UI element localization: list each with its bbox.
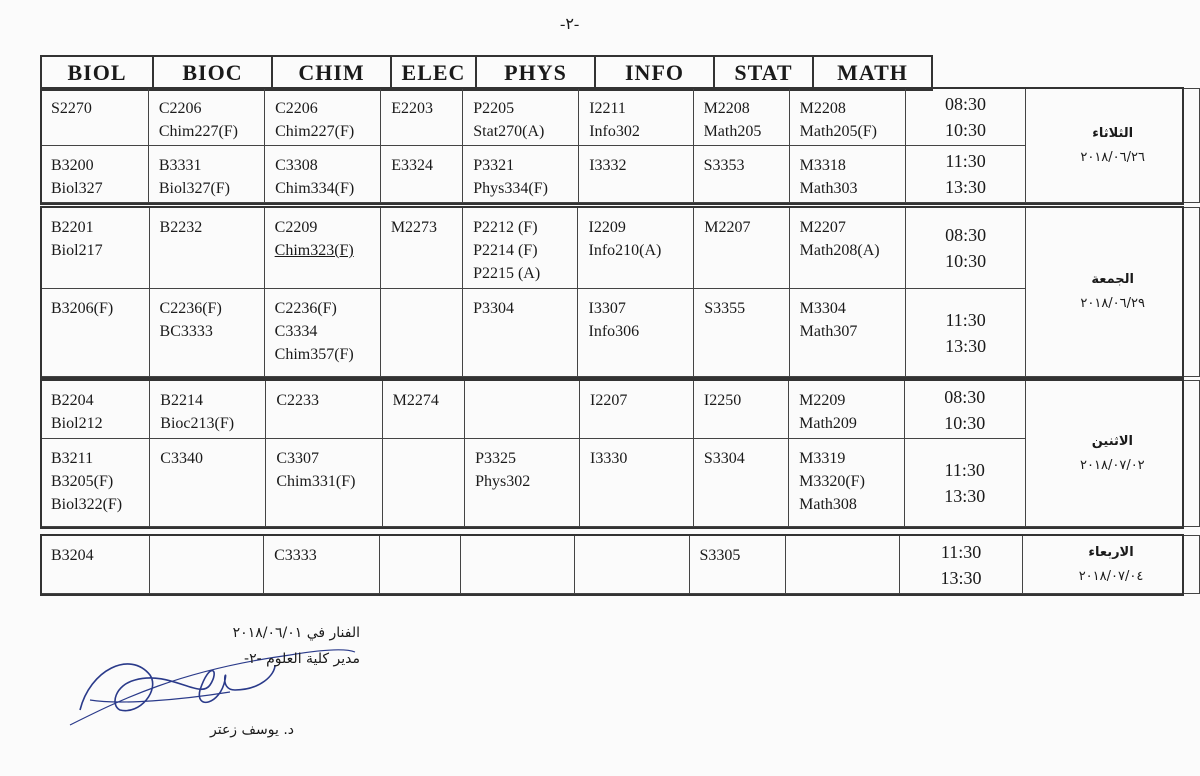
course-cell [694, 208, 789, 289]
course-cell [789, 146, 905, 203]
day-cell [1026, 89, 1200, 203]
time-slot [905, 146, 1026, 203]
course-cell [463, 289, 578, 377]
course-cell [463, 89, 579, 146]
course-code: BC3333 [159, 323, 213, 340]
day-date: ٢٠١٨/٠٦/٢٩ [1080, 296, 1145, 311]
column-header-bioc: BIOC [153, 56, 272, 90]
course-cell [689, 536, 785, 594]
course-cell [789, 208, 905, 289]
course-cell [465, 439, 580, 527]
course-code: B3205(F) [51, 473, 114, 490]
course-code: Chim334(F) [275, 180, 355, 197]
course-code: Stat270(A) [473, 123, 545, 140]
course-code: Phys302 [475, 473, 531, 490]
course-cell [41, 289, 150, 377]
course-code: I2250 [703, 392, 742, 409]
end-time: 10:30 [945, 251, 987, 271]
course-cell [41, 89, 149, 146]
course-code: M2207 [704, 219, 751, 236]
course-code: Phys334(F) [473, 180, 548, 197]
course-cell [264, 208, 380, 289]
course-cell [575, 536, 689, 594]
column-header-biol: BIOL [41, 56, 153, 90]
course-code: I3307 [588, 300, 626, 317]
course-code: C2209 [274, 219, 318, 236]
course-code: Math205(F) [799, 123, 877, 140]
day-block [40, 207, 1200, 377]
course-code: Math303 [799, 180, 858, 197]
place-date-line: الفنار في ٢٠١٨/٠٦/٠١ [232, 625, 360, 641]
course-code: M2209 [799, 392, 846, 409]
day-block [40, 88, 1200, 203]
time-slot [905, 208, 1026, 289]
day-name: الاثنين [1091, 433, 1134, 449]
course-cell [41, 536, 150, 594]
time-slot [904, 381, 1025, 439]
day-block [40, 535, 1200, 594]
course-code: I3332 [589, 157, 627, 174]
course-cell [578, 208, 694, 289]
start-time: 08:30 [945, 94, 987, 114]
signature-block [80, 625, 360, 677]
course-code: Info210(A) [588, 242, 662, 259]
course-code: B2201 [51, 219, 94, 236]
course-code: P3304 [473, 300, 514, 317]
course-cell [150, 381, 266, 439]
course-code: E3324 [391, 157, 434, 174]
course-code: I3330 [589, 450, 628, 467]
schedule-row [41, 381, 1200, 439]
course-code: Chim357(F) [274, 346, 354, 363]
end-time: 13:30 [945, 335, 987, 356]
start-time: 11:30 [945, 151, 986, 171]
course-code: M2208 [799, 100, 846, 117]
course-cell [148, 146, 264, 203]
course-code: C3308 [275, 157, 318, 174]
course-code: B3204 [51, 547, 94, 564]
course-cell [264, 289, 380, 377]
course-cell [789, 439, 905, 527]
course-code: P2205 [473, 100, 515, 117]
course-code: S2270 [51, 100, 92, 117]
start-time: 11:30 [944, 459, 985, 480]
course-cell [41, 146, 149, 203]
course-code: Info302 [589, 123, 640, 140]
course-cell [41, 439, 150, 527]
course-cell [579, 146, 693, 203]
course-code: S3304 [703, 450, 745, 467]
schedule-row [41, 208, 1200, 289]
schedule-row [41, 536, 1200, 594]
course-code: S3305 [699, 547, 741, 564]
course-code: S3355 [704, 300, 746, 317]
course-cell [264, 536, 380, 594]
course-cell [41, 381, 150, 439]
course-code: S3353 [703, 157, 745, 174]
course-code: B2204 [51, 392, 94, 409]
end-time: 10:30 [944, 412, 986, 433]
course-cell [461, 536, 575, 594]
course-code: B3331 [158, 157, 202, 174]
course-cell [789, 381, 905, 439]
course-cell [693, 381, 788, 439]
course-cell [379, 536, 460, 594]
end-time: 13:30 [940, 567, 982, 588]
course-code: C2236(F) [274, 300, 337, 317]
course-cell [579, 89, 693, 146]
course-code: P2214 (F) [473, 242, 538, 259]
day-block [40, 380, 1200, 527]
course-cell [381, 146, 463, 203]
course-code: B3200 [51, 157, 94, 174]
course-code: C2236(F) [159, 300, 222, 317]
course-code: M2273 [390, 219, 438, 236]
course-code: M2208 [703, 100, 750, 117]
course-cell [265, 89, 381, 146]
course-code: C3307 [276, 450, 319, 467]
course-code: P3321 [473, 157, 515, 174]
column-header-phys: PHYS [476, 56, 595, 90]
dean-title-line: مدير كلية العلوم -٢- [244, 651, 360, 667]
course-code: C2206 [275, 100, 318, 117]
time-slot [904, 439, 1025, 527]
course-cell [266, 439, 382, 527]
end-time: 13:30 [945, 177, 987, 197]
course-cell [380, 289, 462, 377]
course-cell [578, 289, 694, 377]
course-cell [150, 439, 266, 527]
course-code: B3206(F) [51, 300, 114, 317]
course-cell [148, 89, 264, 146]
course-code: Chim331(F) [276, 473, 356, 490]
column-header-stat: STAT [714, 56, 813, 90]
course-cell [579, 381, 693, 439]
course-cell [463, 146, 579, 203]
course-cell [463, 208, 578, 289]
course-code: C3334 [274, 323, 318, 340]
schedule-row [41, 289, 1200, 377]
course-cell [41, 208, 150, 289]
course-cell [694, 289, 789, 377]
course-cell [149, 289, 264, 377]
course-cell [381, 89, 463, 146]
column-header-elec: ELEC [391, 56, 476, 90]
course-code: Math208(A) [799, 242, 880, 259]
course-code: Info306 [588, 323, 640, 340]
course-code: Chim323(F) [274, 242, 354, 259]
end-time: 13:30 [944, 485, 986, 506]
course-cell [693, 89, 789, 146]
course-code: Bioc213(F) [160, 415, 235, 432]
course-cell [266, 381, 382, 439]
course-code: Math308 [799, 496, 857, 513]
schedule-row [41, 89, 1200, 146]
day-date: ٢٠١٨/٠٧/٠٤ [1078, 568, 1144, 584]
course-code: C3340 [160, 450, 203, 467]
course-code: C2206 [158, 100, 202, 117]
course-code: Biol217 [51, 242, 103, 259]
column-header-row [40, 55, 933, 91]
day-cell [1025, 381, 1199, 527]
course-code: B2232 [159, 219, 203, 236]
course-cell [382, 381, 464, 439]
end-time: 10:30 [945, 120, 987, 140]
course-cell [149, 536, 263, 594]
course-code: Math307 [799, 323, 858, 340]
day-cell [1023, 536, 1200, 594]
course-cell [149, 208, 264, 289]
course-code: C3333 [274, 547, 317, 564]
course-code: Biol327 [51, 180, 103, 197]
signer-name: د. يوسف زعتر [210, 722, 294, 738]
day-name: الثلاثاء [1092, 125, 1134, 141]
course-code: P3325 [475, 450, 516, 467]
course-cell [785, 536, 899, 594]
start-time: 08:30 [944, 386, 986, 407]
course-cell [382, 439, 464, 527]
course-cell [265, 146, 381, 203]
course-code: B2214 [160, 392, 203, 409]
start-time: 11:30 [945, 309, 986, 330]
course-code: Math209 [799, 415, 857, 432]
course-cell [789, 89, 905, 146]
course-code: M2274 [392, 392, 439, 409]
column-header-chim: CHIM [272, 56, 391, 90]
course-cell [380, 208, 462, 289]
column-header-info: INFO [595, 56, 714, 90]
course-code: Chim227(F) [275, 123, 355, 140]
course-cell [693, 146, 789, 203]
course-code: M3304 [799, 300, 846, 317]
course-code: I2209 [588, 219, 626, 236]
course-cell [693, 439, 788, 527]
course-code: E2203 [391, 100, 434, 117]
day-cell [1026, 208, 1200, 377]
course-code: M3320(F) [799, 473, 865, 490]
time-slot [905, 89, 1026, 146]
course-code: Biol212 [51, 415, 103, 432]
schedule-row [41, 146, 1200, 203]
start-time: 08:30 [945, 225, 987, 245]
course-code: P2212 (F) [473, 219, 538, 236]
day-name: الاربعاء [1088, 544, 1134, 560]
course-code: M2207 [799, 219, 846, 236]
course-code: Biol327(F) [158, 180, 230, 197]
day-date: ٢٠١٨/٠٧/٠٢ [1080, 457, 1145, 473]
course-code: C2233 [276, 392, 319, 409]
course-cell [579, 439, 693, 527]
time-slot [905, 289, 1026, 377]
course-cell [465, 381, 580, 439]
start-time: 11:30 [940, 541, 982, 562]
column-header-math: MATH [813, 56, 932, 90]
page-number: -٢- [560, 16, 580, 33]
day-date: ٢٠١٨/٠٦/٢٦ [1080, 149, 1145, 165]
day-name: الجمعة [1091, 272, 1135, 287]
course-code: Math205 [703, 123, 762, 140]
course-code: I2211 [589, 100, 626, 117]
course-code: Chim227(F) [158, 123, 238, 140]
course-code: P2215 (A) [473, 265, 541, 282]
course-code: M3319 [799, 450, 846, 467]
time-slot [900, 536, 1023, 594]
course-code: M3318 [799, 157, 846, 174]
course-code: I2207 [589, 392, 628, 409]
course-code: Biol322(F) [51, 496, 123, 513]
course-code: B3211 [51, 450, 94, 467]
course-cell [789, 289, 905, 377]
